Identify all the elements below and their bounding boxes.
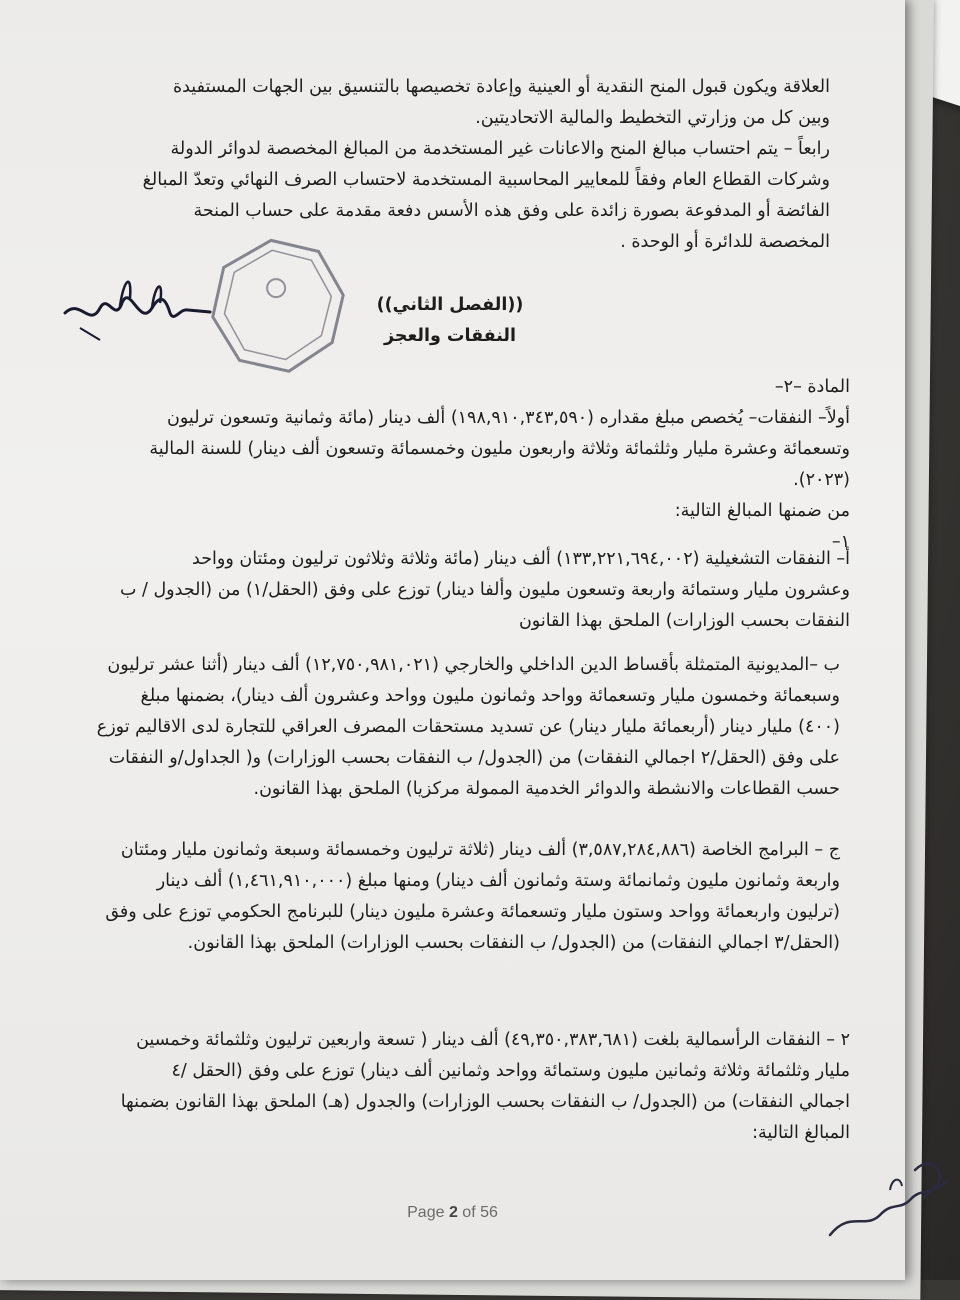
item-a-line: النفقات بحسب الوزارات) الملحق بهذا القانون [518, 611, 850, 631]
page-prefix: Page [407, 1204, 449, 1221]
article-block [90, 372, 850, 558]
item-2-line: المبالغ التالية: [752, 1123, 850, 1143]
intro-line: وبين كل من وزارتي التخطيط والمالية الاتحاديتين. [475, 108, 830, 128]
intro-line: المخصصة للدائرة أو الوحدة . [620, 232, 830, 252]
item-a-line: أ– النفقات التشغيلية (١٣٣,٢٢١,٦٩٤,٠٠٢) ألف دينار (مائة وثلاثة وثلاثون ترليون ومئتان وواحد [192, 549, 850, 569]
intro-block [70, 72, 830, 258]
item-2-block [50, 1025, 850, 1149]
expenses-line: أولاً– النفقات– يُخصص مبلغ مقداره (١٩٨,٩١٠,٣٤٣,٥٩٠) ألف دينار (مائة وثمانية وتسعون ترليون [167, 408, 850, 428]
intro-line: العلاقة ويكون قبول المنح النقدية أو العينية وإعادة تخصيصها بالتنسيق بين الجهات المستفيدة [172, 77, 830, 97]
item-2-line: مليار وثلثمائة وثلاثة وثمانين مليون وستمائة وواحد وثمانين ألف دينار) توزع على وفق (الحقل /٤ [171, 1061, 850, 1081]
item-b-block [60, 650, 840, 805]
article-number: المادة –٢– [774, 377, 850, 397]
item-c-block [60, 835, 840, 959]
page-number: 2 [448, 1204, 458, 1221]
intro-line: رابعاً – يتم احتساب مبالغ المنح والاعانات غير المستخدمة من المبالغ المخصصة لدوائر الدولة [170, 139, 830, 159]
item-c-line: ج – البرامج الخاصة (٣,٥٨٧,٢٨٤,٨٨٦) ألف دينار (ثلاثة ترليون وخمسمائة وسبعة وثمانون مليار ومئتان [120, 840, 840, 860]
item-c-line: (الحقل/٣ اجمالي النفقات) من (الجدول/ ب النفقات بحسب الوزارات) الملحق بهذا القانون. [187, 933, 840, 953]
item-b-line: وسبعمائة وخمسون مليار وتسعمائة وواحد وثمانون مليون وواحد وعشرون ألف دينار)، بضمنها مبلغ [140, 686, 840, 706]
item-c-line: (ترليون واربعمائة وواحد وستون مليار وتسعمائة وعشرة مليون دينار) للبرنامج الحكومي توزع على وفق [105, 902, 840, 922]
page-counter [0, 1204, 905, 1222]
item-b-line: ب –المديونية المتمثلة بأقساط الدين الداخلي والخارجي (١٢,٧٥٠,٩٨١,٠٢١) ألف دينار (أثنا عشر ترليون [107, 655, 840, 675]
item-a-line: وعشرون مليار وستمائة واربعة وتسعون مليون وألفا دينار) توزع على وفق (الحقل/١) من (الجدول / ب [119, 580, 850, 600]
item-2-line: اجمالي النفقات) من (الجدول/ ب النفقات بحسب الوزارات) والجدول (هـ) الملحق بهذا القانون بضمنها [120, 1092, 850, 1112]
item-c-line: واربعة وثمانون مليون وثمانمائة وستة وثمانون ألف دينار) ومنها مبلغ (١,٤٦١,٩١٠,٠٠٠) ألف دينار [156, 871, 840, 891]
item-number: ١– [831, 532, 850, 552]
expenses-line: (٢٠٢٣). [793, 470, 850, 490]
item-b-line: على وفق (الحقل/٢ اجمالي النفقات) من (الجدول/ ب النفقات بحسب الوزارات) و( الجداول/و النفقات [108, 748, 840, 768]
chapter-title: ((الفصل الثاني)) [376, 295, 524, 315]
chapter-subtitle: النفقات والعجز [384, 326, 516, 346]
initials-mark [820, 1140, 960, 1250]
intro-line: وشركات القطاع العام وفقاً للمعايير المحاسبية المستخدمة لاحتساب الصرف النهائي وتعدّ المبالغ [142, 170, 830, 190]
item-b-line: حسب القطاعات والانشطة والدوائر الخدمية الممولة مركزيا) الملحق بهذا القانون. [253, 779, 840, 799]
item-a-block [90, 544, 850, 637]
item-2-line: ٢ – النفقات الرأسمالية بلغت (٤٩,٣٥٠,٣٨٣,٦٨١) ألف دينار ( تسعة واربعين ترليون وثلثمائة وخمسين [136, 1030, 850, 1050]
page-of: of [457, 1204, 481, 1221]
intro-line: الفائضة أو المدفوعة بصورة زائدة على وفق هذه الأسس دفعة مقدمة على حساب المنحة [193, 201, 830, 221]
page-total: 56 [480, 1204, 498, 1221]
including-heading: من ضمنها المبالغ التالية: [674, 501, 850, 521]
chapter-heading [70, 290, 830, 352]
item-b-line: (٤٠٠) مليار دينار (أربعمائة مليار دينار) عن تسديد مستحقات المصرف العراقي للتجارة لدى الاقاليم توزع [96, 717, 840, 737]
expenses-line: وتسعمائة وعشرة مليار وثلثمائة وثلاثة واربعون مليون وخمسمائة وتسعون ألف دينار) للسنة المالية [149, 439, 850, 459]
